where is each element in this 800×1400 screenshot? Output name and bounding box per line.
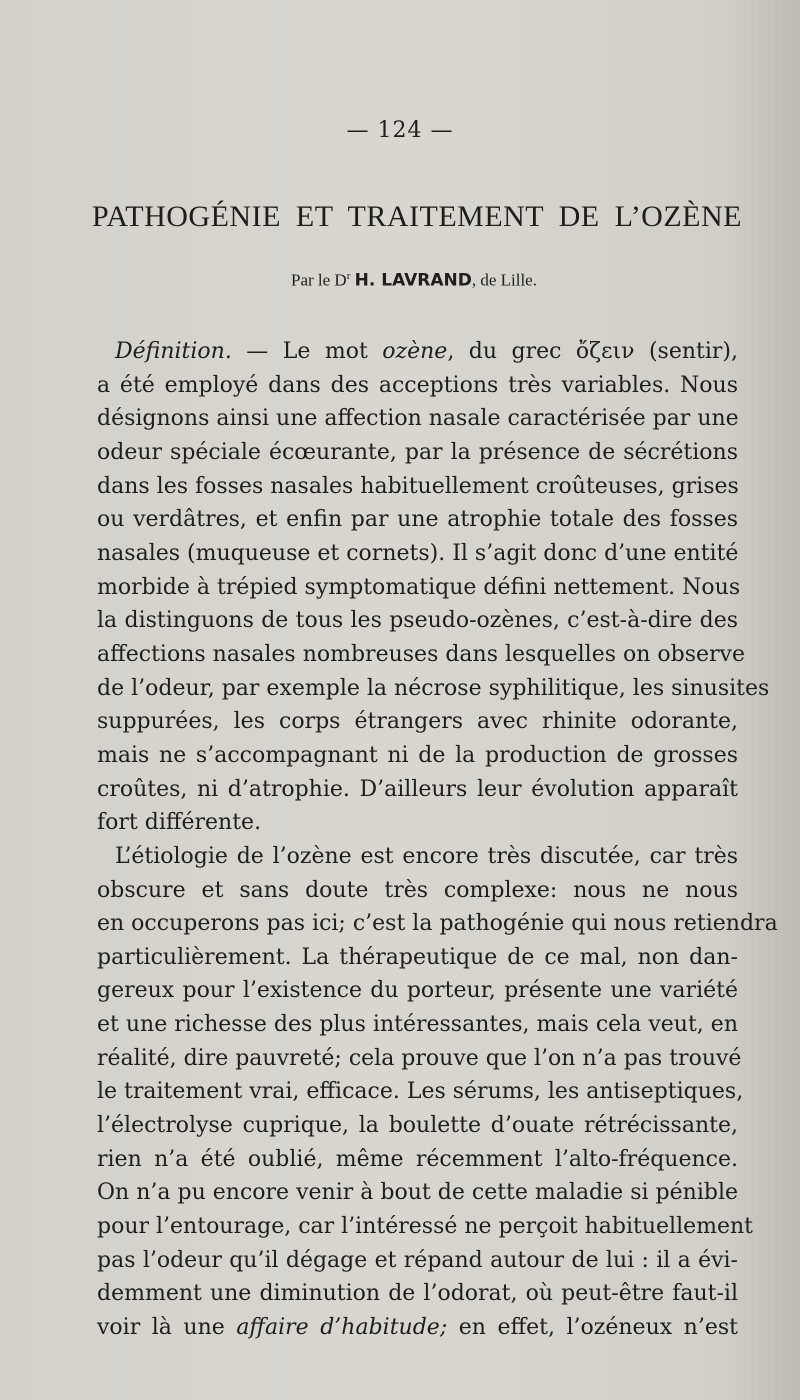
text-line: réalité, dire pauvreté; cela prouve que l’on n’a pas trouvé [97,1045,742,1071]
author-name: H. LAVRAND [354,270,472,291]
text-line: affections nasales nombreuses dans lesquelles on observe [97,641,746,667]
text-line: obscure et sans doute très complexe: nous ne nous [97,877,738,903]
text-line: dans les fosses nasales habituellement croûteuses, grises [97,473,739,499]
text-line: et une richesse des plus intéressantes, mais cela veut, en [97,1012,738,1038]
definition-term: ozène [382,339,448,364]
article-body [97,335,778,1345]
text-line: rien n’a été oublié, même récemment l’alto-fréquence. [97,1146,738,1172]
text-line: pas l’odeur qu’il dégage et répand autour de lui : il a évi- [97,1247,738,1273]
text-line: a été employé dans des acceptions très variables. Nous [97,372,738,398]
text-line: particulièrement. La thérapeutique de ce mal, non dan- [97,944,738,970]
text-line: le traitement vrai, efficace. Les sérums, les antiseptiques, [97,1079,744,1105]
byline-prefix: Par le D [291,270,347,290]
text-line: morbide à trépied symptomatique défini nettement. Nous [97,574,741,600]
definition-label: Définition. [115,339,232,364]
text-line: L’étiologie de l’ozène est encore très discutée, car très [115,843,738,869]
text-line: la distinguons de tous les pseudo-ozènes, c’est-à-dire des [97,608,738,634]
text-line: gereux pour l’existence du porteur, présente une variété [97,978,738,1004]
text-line: odeur spéciale écœurante, par la présence de sécrétions [97,439,738,465]
text-line: fort différente. [97,810,262,836]
final-line-text-a: voir là une [97,1315,237,1341]
text-line: On n’a pu encore venir à bout de cette maladie si pénible [97,1180,738,1206]
article-title: PATHOGÉNIE ET TRAITEMENT DE L’OZÈNE [92,200,742,233]
byline-prefix-superscript: r [346,270,351,282]
text-line: pour l’entourage, car l’intéressé ne perçoit habituellement [97,1214,754,1240]
final-line-italic: affaire d’habitude; [236,1315,448,1341]
text-line-definition [97,335,738,369]
text-line: désignons ainsi une affection nasale caractérisée par une [97,406,739,432]
definition-text-b: , du grec ὄζειν (sentir), [447,339,738,364]
final-line-text-b: en effet, l’ozéneux n’est [447,1315,738,1341]
text-line-final [97,1311,738,1345]
definition-dash: — [231,339,269,364]
text-line: l’électrolyse cuprique, la boulette d’ouate rétrécissante, [97,1113,738,1139]
definition-text-a: Le mot [268,339,383,364]
text-line: ou verdâtres, et enfin par une atrophie totale des fosses [97,507,738,533]
page-number: — 124 — [346,118,454,143]
text-line: de l’odeur, par exemple la nécrose syphilitique, les sinusites [97,675,770,701]
text-line: nasales (muqueuse et cornets). Il s’agit donc d’une entité [97,540,739,566]
author-byline [0,270,800,291]
text-line: mais ne s’accompagnant ni de la production de grosses [97,742,738,768]
byline-suffix: , de Lille. [471,270,537,290]
text-line: en occuperons pas ici; c’est la pathogénie qui nous retiendra [97,911,778,937]
text-line: suppurées, les corps étrangers avec rhinite odorante, [97,709,738,735]
text-line: croûtes, ni d’atrophie. D’ailleurs leur évolution apparaît [97,776,738,802]
text-line: demment une diminution de l’odorat, où peut-être faut-il [97,1281,738,1307]
